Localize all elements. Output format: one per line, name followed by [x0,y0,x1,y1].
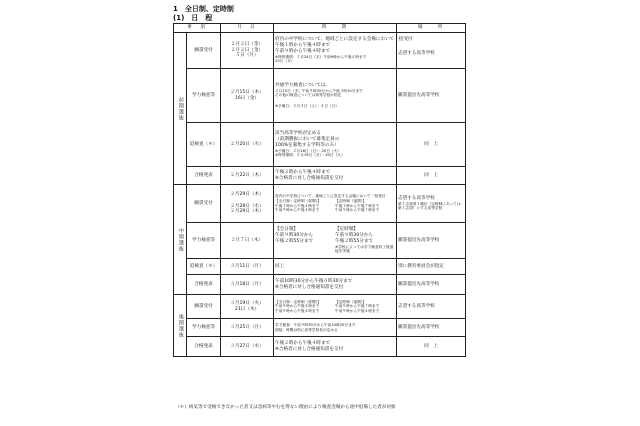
late-exam-item: 学力検査等 [187,319,221,337]
table-row [174,319,466,337]
middle-exam-times: 【全日制】 午前９時30分から 午後２時55分まで 【定時制】 午前９時30分から 午後２時55分まで ※学校によっては学力検査終了後面接を実施 [274,223,397,259]
table-row [174,69,466,123]
schedule-table [173,23,466,357]
early-application-times: 府内の中学校について、地域ごとに設定する会場において一括受付 午後１時から午後４時まで 午前９時から午後４時まで ※特別事情：１月24日（木）午前9時から午後４時まで 25日（木） [274,33,397,69]
middle-result-item: 合格発表 [187,275,221,295]
middle-application-dates: ２月29日（木） ２月28日（水） ２月29日（木） [221,185,274,223]
table-row [174,295,466,319]
middle-exam-date: ３月７日（木） [221,223,274,259]
early-exam-dates: ２月15日（木） 16日（金） [221,69,274,123]
late-result-date: ３月27日（水） [221,337,274,357]
header-place: 場 所 [397,24,466,33]
late-exam-times: 学力検査：午前９時30分から午前10時20分まで 面接：時間は別に高等学校長が定める [274,319,397,337]
late-exam-place: 願書提出先高等学校 [397,319,466,337]
middle-exam-place: 願書提出先高等学校 [397,223,466,259]
table-row [174,33,466,69]
table-row [174,275,466,295]
late-selection-label: 後期選抜 [174,295,187,357]
table-row [174,167,466,185]
section-subheading: (1) 日 程 [173,14,213,22]
middle-additional-date: ３月11日（月） [221,259,274,275]
late-application-item: 願書受付 [187,295,221,319]
middle-application-place: 志望する高等学校 第１志望者１順位（定時制にあっては第１志望）とする高等学校 [397,185,466,223]
middle-additional-place: 別に教育委員会が指定 [397,259,466,275]
early-result-date: ２月22日（木） [221,167,274,185]
middle-selection-label: 中期選抜 [174,185,187,295]
middle-result-times: 午前10時30分から午後０時30分まで ※合格者に対し合格通知書を交付 [274,275,397,295]
middle-additional-time: 同上 [274,259,397,275]
early-result-place: 同 上 [397,167,466,185]
middle-application-times: 府内の中学校について、地域ごとに設定する会場において一括受付 【全日制・定時制（昼間）】 午後１時から午後４時まで 午前９時から午後４時まで 【定時制（夜間）】 午後１時から午後７時まで 午前９時から午後７時まで [274,185,397,223]
late-application-place: 志望する高等学校 [397,295,466,319]
header-date: 月 日 [221,24,274,33]
late-exam-date: ３月25日（月） [221,319,274,337]
late-application-dates: ３月19日（火） 21日（木） [221,295,274,319]
footnote: （＊）病気等で受検できなかった者又は急病等やむを得ない理由により検査会場から途中退場した者が対象 [175,405,396,410]
late-result-times: 午後２時から午後４時まで ※合格者に対し合格通知書を交付 [274,337,397,357]
early-exam-item: 学力検査等 [187,69,221,123]
early-additional-item: 追検査（＊） [187,123,221,167]
early-result-times: 午後２時から午後４時まで ※合格者に対し合格通知書を交付 [274,167,397,185]
middle-additional-item: 追検査（＊） [187,259,221,275]
middle-result-date: ３月18日（月） [221,275,274,295]
middle-result-place: 願書提出先高等学校 [397,275,466,295]
early-application-place: 志望する高等学校 [397,33,466,69]
table-row [174,223,466,259]
early-application-item: 願書受付 [187,33,221,69]
early-selection-label: 前期選抜 [174,33,187,185]
table-row [174,185,466,223]
late-result-item: 合格発表 [187,337,221,357]
middle-exam-item: 学力検査等 [187,223,221,259]
middle-application-item: 願書受付 [187,185,221,223]
table-row [174,259,466,275]
early-exam-place: 願書提出先高等学校 [397,69,466,123]
table-row [174,337,466,357]
early-exam-times: 共通学力検査については、 ２月15日（木）午前９時20分から午後３時10分まで その他の検査については高等学校が指定 ※予備日：２月３日（土）・４日（日） [274,69,397,123]
late-result-place: 同 上 [397,337,466,357]
early-additional-times: 該当高等学校が定める （前期選抜において募集定員の 100%を募集する学科等のみ） ※予備日：２月18日（日）・20日（火） ※特別事情：２月19日（月）・20日（火） [274,123,397,167]
header-item: 事 項 [174,24,221,33]
late-application-times: 【全日制・定時制（昼間）】 午前９時から午後４時まで 午前９時から午後４時まで 【定時制（夜間）】 午前９時から午後７時まで 午前９時から午後４時まで [274,295,397,319]
early-additional-place: 同 上 [397,123,466,167]
header-row [174,24,466,33]
table-row [174,123,466,167]
early-result-item: 合格発表 [187,167,221,185]
early-application-dates: ２月２日（金） ２月２日（金） ５日（月） [221,33,274,69]
early-additional-date: ２月20日（火） [221,123,274,167]
header-time: 時 間 [274,24,397,33]
section-heading: 1 全日制、定時制 [173,5,234,13]
